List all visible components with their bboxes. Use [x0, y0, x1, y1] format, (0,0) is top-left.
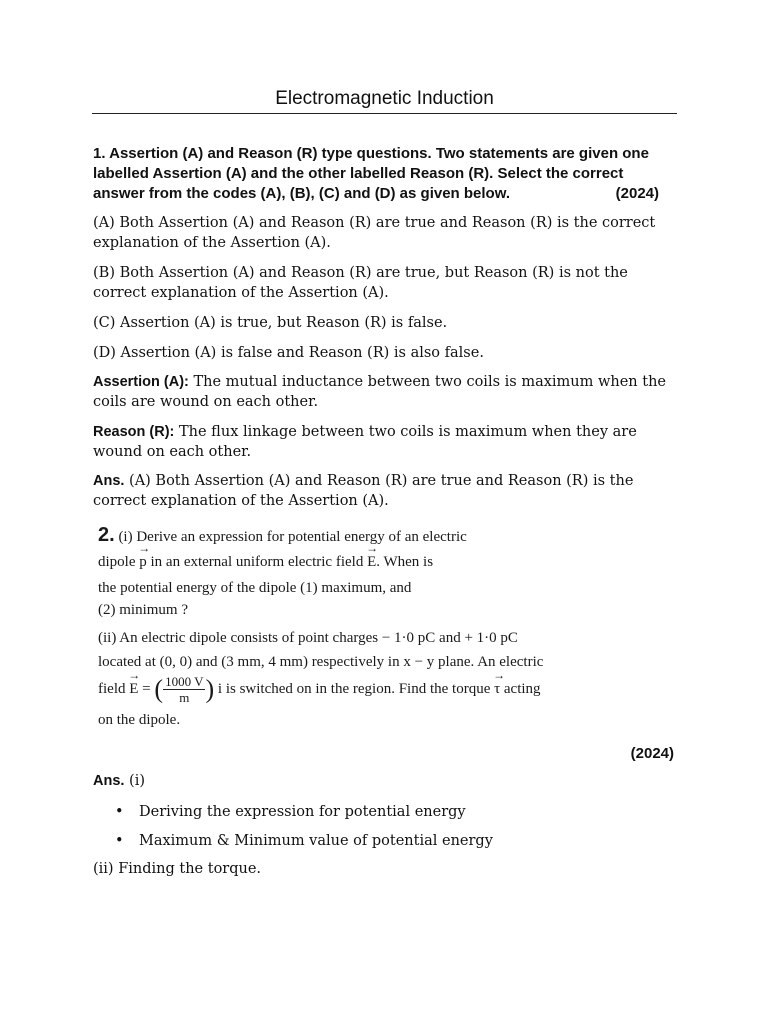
reason-text: The flux linkage between two coils is maximum when they are wound on each other. [93, 424, 637, 460]
answer-2: Ans. (i) [93, 773, 145, 789]
q2-ii-line4: on the dipole. [98, 712, 181, 728]
assertion-label: Assertion (A): [93, 374, 189, 390]
q2-ii-line3: field → E = ( $\frac{1000 V}{m}$ ) i is switched on in the region. Find the torque → τ acting [98, 674, 541, 705]
option-c: (C) Assertion (A) is true, but Reason (R) is false. [93, 315, 448, 331]
e-vector: → E [367, 554, 376, 571]
p-vector: → p [139, 554, 147, 571]
answer-2-part-ii: (ii) Finding the torque. [93, 861, 262, 877]
title-divider [92, 113, 677, 114]
q2-ii-line2: located at (0, 0) and (3 mm, 4 mm) respectively in x − y plane. An electric [98, 654, 544, 670]
question-2-number: 2. [98, 524, 115, 546]
answer-1-label: Ans. [93, 473, 125, 489]
option-b: (B) Both Assertion (A) and Reason (R) are true, but Reason (R) is not the correct explanation of the Assertion (A). [93, 265, 628, 301]
reason-label: Reason (R): [93, 424, 175, 440]
option-d: (D) Assertion (A) is false and Reason (R) is also false. [93, 345, 484, 361]
q2-ii-line1: (ii) An electric dipole consists of point charges − 1·0 pC and + 1·0 pC [98, 630, 518, 646]
document-page: Electromagnetic Induction 1. Assertion (A) and Reason (R) type questions. Two statements are given one labelled Assertion (A) and the other labelled Reason (R). Select the correct answer from the codes (A), (B), (C) and (D) as given below. (2024) (A) Both Assertion (A) and Reason (R) are true and Reason (R) is the correct explanation of the Assertion (A). (B) Both Assertion (A) and Reason (R) are true, but Reason (R) is not the correct explanation of the Assertion (A). (C) Assertion (A) is true, but Reason (R) is false. (D) Assertion (A) is false and Reason (R) is also false. Assertion (A): The mutual inductance between two coils is maximum when the coils are wound on each other. Reason (R): The flux linkage between two coils is maximum when they are wound on each other. Ans. (A) Both Assertion (A) and Reason (R) are true and Reason (R) is the correct explanation of the Assertion (A). 2. (i) Derive an expression for potential energy of an electric dipole → p in an external uniform electric field → E. When is the potential energy of the dipole (1) maximum, and (2) minimum ? (ii) An electric dipole consists of point charges − 1·0 pC and + 1·0 pC located at (0, 0) and (3 mm, 4 mm) respectively in x − y plane. An electric field → E = ( $\frac{1000 V}{m}$ ) i is switched on in the region. Find the torque → τ acting on the dipole. (2024) Ans. (i) • Deriving the expression for potential energy • Maximum & Minimum value of potential energy (ii) Finding the torque. [0, 0, 768, 1024]
i-hat: i [217, 680, 223, 697]
q2-i-line3: the potential energy of the dipole (1) maximum, and [98, 580, 412, 596]
question-1-text: 1. Assertion (A) and Reason (R) type questions. Two statements are given one labelled Assertion (A) and the other labelled Reason (R). Select the correct answer from the codes (A), (B), (C) and (D) as given below. [93, 145, 649, 202]
answer-2-label: Ans. [93, 773, 125, 789]
question-1-year: (2024) [615, 185, 659, 202]
field-e-vector: → E [129, 681, 138, 698]
question-2-year: (2024) [630, 745, 674, 762]
answer-2-bullets [115, 802, 493, 860]
option-a: (A) Both Assertion (A) and Reason (R) are true and Reason (R) is the correct explanation of the Assertion (A). [93, 215, 656, 251]
assertion-text: The mutual inductance between two coils is maximum when the coils are wound on each other. [93, 374, 667, 410]
field-fraction: $\frac{1000 V}{m}$ [165, 674, 204, 705]
assertion [93, 372, 678, 412]
answer-1 [93, 471, 678, 511]
list-item: • Maximum & Minimum value of potential energy [115, 831, 493, 860]
answer-1-text: (A) Both Assertion (A) and Reason (R) are true and Reason (R) is the correct explanation of the Assertion (A). [93, 473, 634, 509]
list-item: • Deriving the expression for potential energy [115, 802, 493, 831]
q2-i-line1: (i) Derive an expression for potential energy of an electric [118, 529, 467, 545]
tau-vector: → τ [494, 681, 500, 698]
question-1-heading [93, 144, 673, 204]
q2-i-line4: (2) minimum ? [98, 602, 188, 618]
reason [93, 422, 678, 462]
page-title: Electromagnetic Induction [275, 88, 494, 109]
